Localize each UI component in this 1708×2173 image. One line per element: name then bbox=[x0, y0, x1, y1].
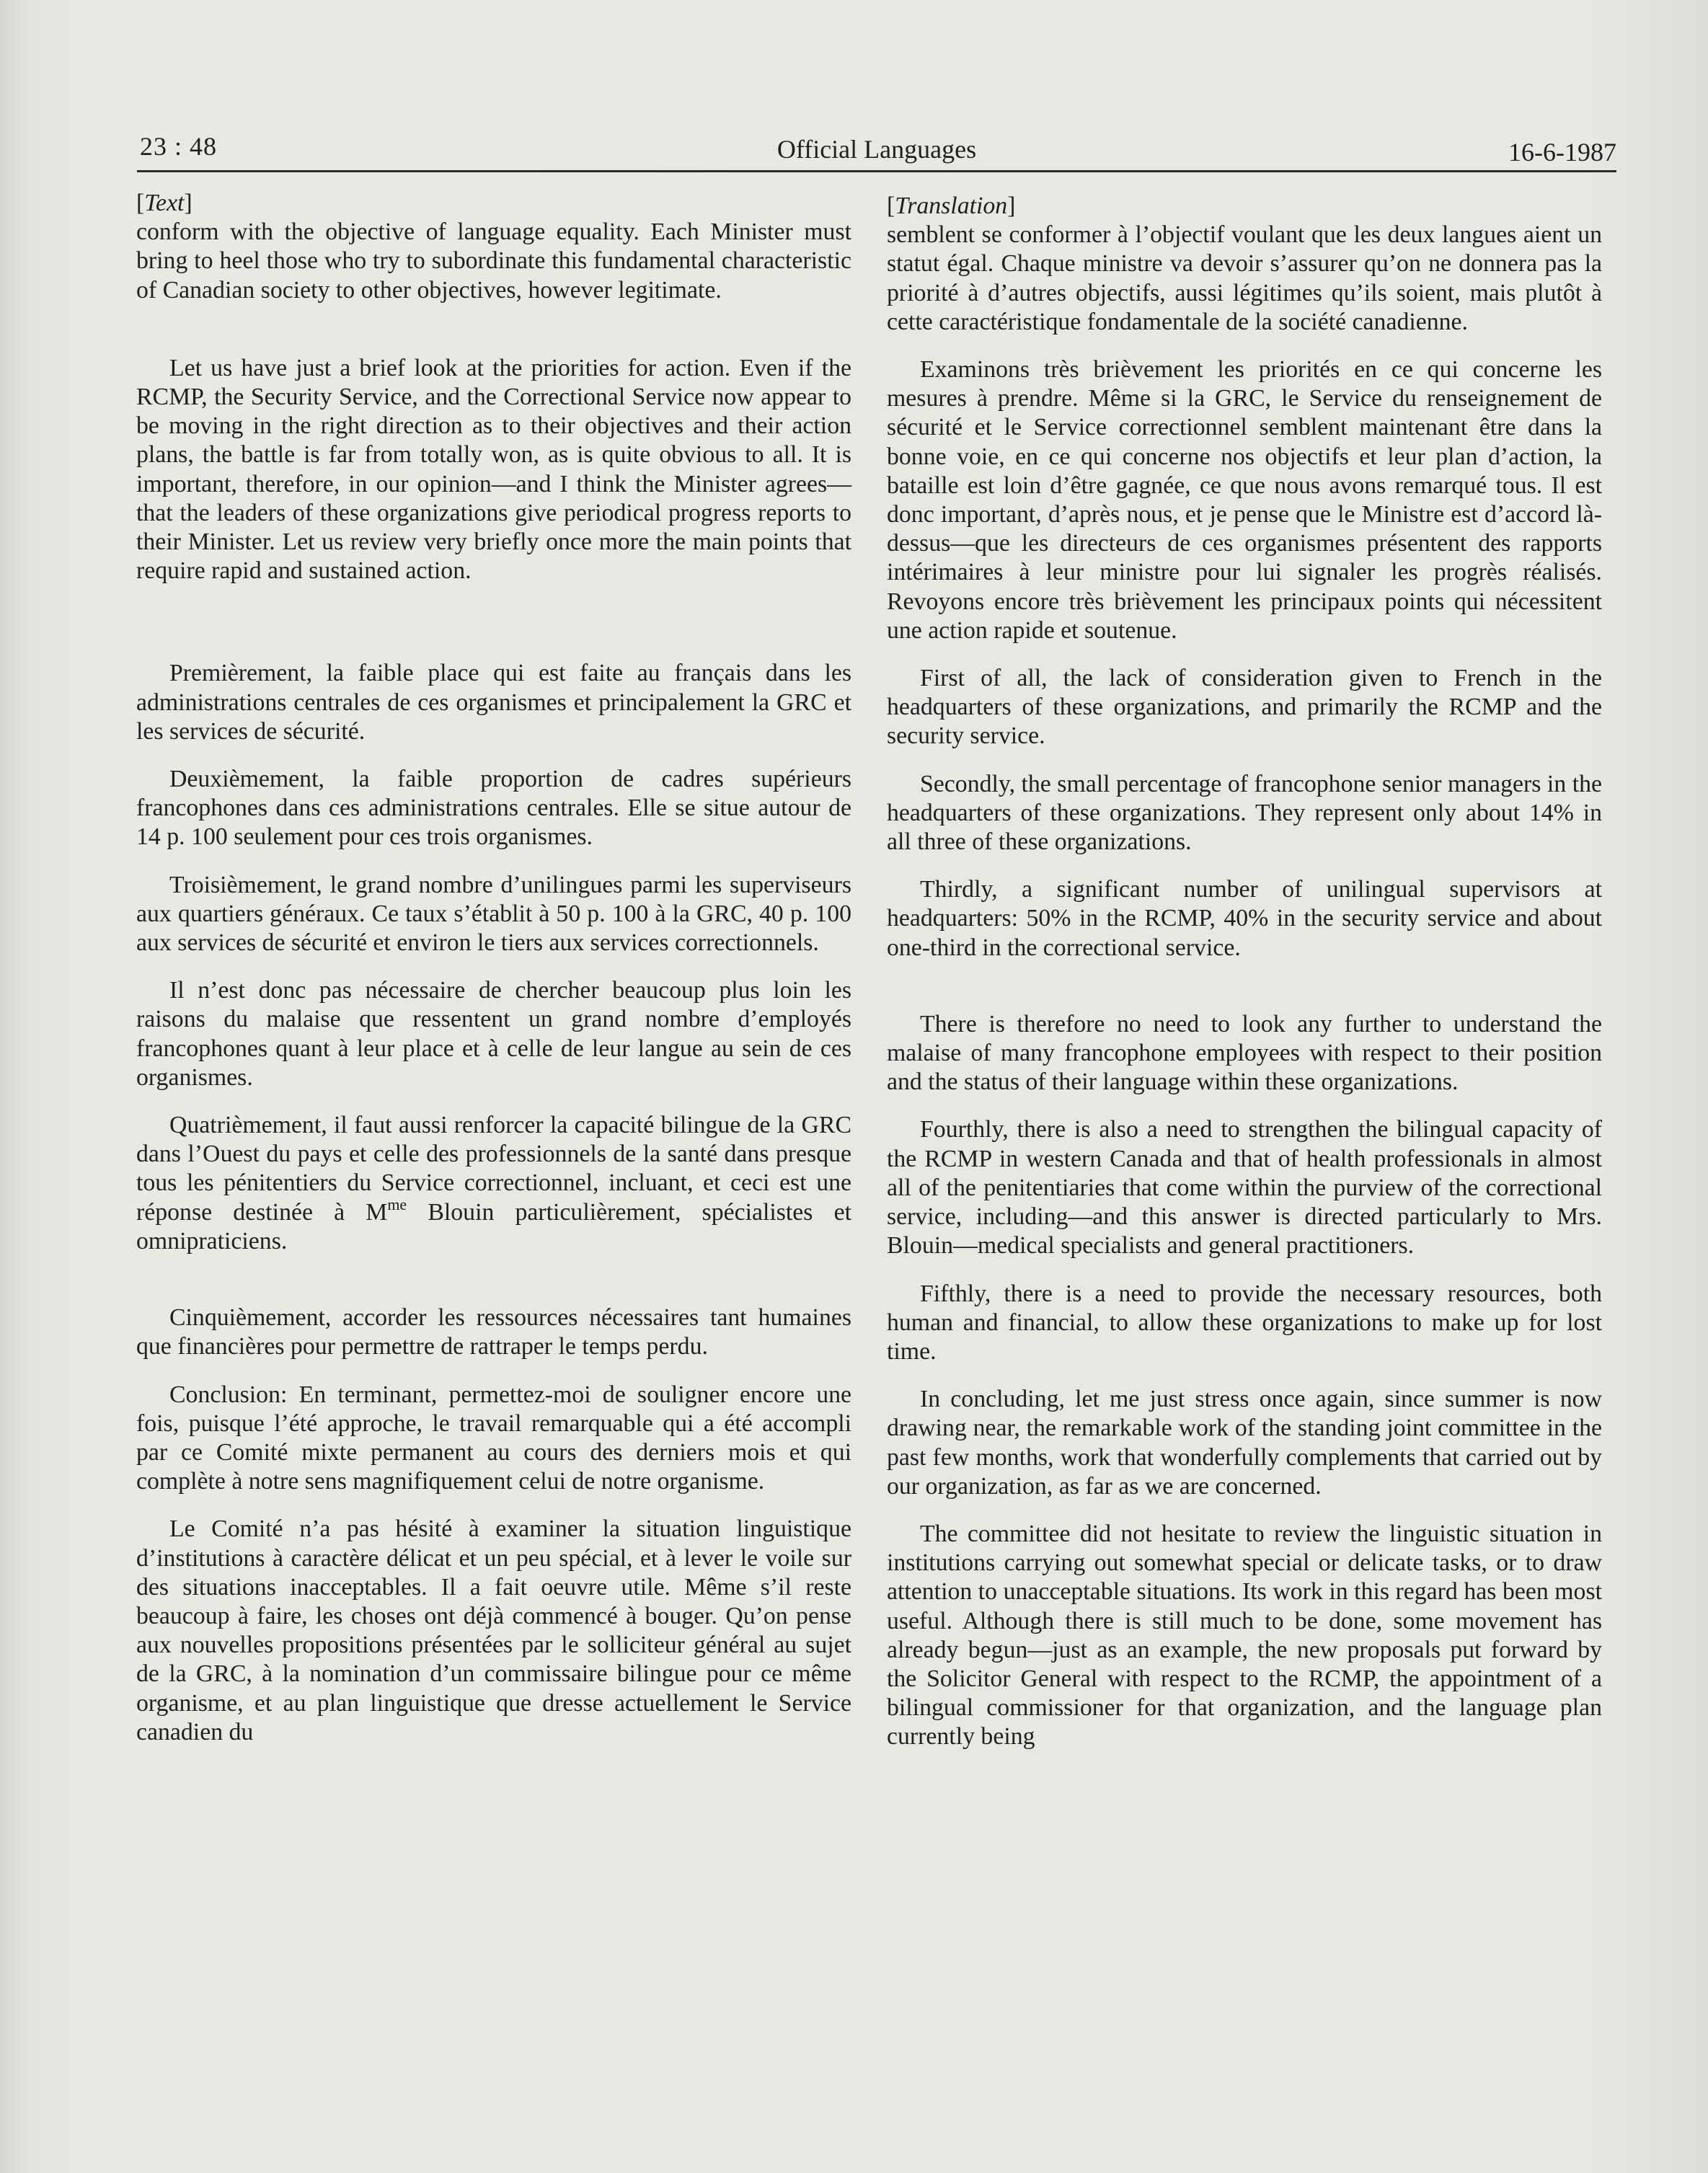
paragraph: conform with the objective of language equality. Each Minister must bring to heel those who try to subordinate this fundamental characteristic of Canadian society to other objectives, however legitimate. bbox=[136, 218, 851, 304]
paragraph: Thirdly, a significant number of unilingual supervisors at headquarters: 50% in the RCMP, 40% in the security service and about one-third in the correctional service. bbox=[887, 876, 1602, 961]
paragraph: First of all, the lack of consideration given to French in the headquarters of these organizations, and primarily the RCMP and the security service. bbox=[887, 665, 1602, 750]
paragraph: semblent se conformer à l’objectif voulant que les deux langues aient un statut égal. Chaque ministre va devoir s’assurer qu’on ne donnera pas la priorité à d’autres objectifs, aussi légitimes qu’ils soient, mais plutôt à cette caractéristique fondamentale de la société canadienne. bbox=[887, 221, 1602, 335]
left-column bbox=[136, 182, 851, 1747]
page-number: 23 : 48 bbox=[140, 132, 218, 161]
paragraph: Fourthly, there is also a need to strengthen the bilingual capacity of the RCMP in western Canada and that of health professionals in almost all of the penitentiaries that come within the purview of the correctional service, including—and this answer is directed particularly to Mrs. Blouin—medical specialists and general practitioners. bbox=[887, 1116, 1602, 1260]
paragraph: Le Comité n’a pas hésité à examiner la situation linguistique d’institutions à caractère délicat et un peu spécial, et à lever le voile sur des situations inacceptables. Il a fait oeuvre utile. Même s’il reste beaucoup à faire, les choses ont déjà commencé à bouger. Qu’on pense aux nouvelles propositions présentées par le solliciteur général au sujet de la GRC, à la nomination d’un commissaire bilingue pour ce même organisme, et au plan linguistique que dresse actuellement le Service canadien du bbox=[136, 1515, 851, 1745]
superscript: me bbox=[387, 1195, 407, 1213]
column-tag-text: [Text] bbox=[136, 190, 193, 216]
paragraph: Examinons très brièvement les priorités en ce qui concerne les mesures à prendre. Même si la GRC, le Service du renseignement de sécurité et le Service correctionnel semblent maintenant être dans la bonne voie, en ce qui concerne nos objectifs et leur plan d’action, la bataille est loin d’être gagnée, ce que nous avons remarqué tous. Il est donc important, d’après nous, et je pense que le Ministre est d’accord là-dessus—que les directeurs de ces organismes présentent des rapports intérimaires à leur ministre pour lui signaler les progrès réalisés. Revoyons encore très brièvement les principaux points qui nécessitent une action rapide et soutenue. bbox=[887, 356, 1602, 644]
paragraph: Troisièmement, le grand nombre d’unilingues parmi les superviseurs aux quartiers généraux. Ce taux s’établit à 50 p. 100 à la GRC, 40 p. 100 aux services de sécurité et environ le tiers aux services correctionnels. bbox=[136, 871, 851, 957]
paragraph: Deuxièmement, la faible proportion de cadres supérieurs francophones dans ces administrations centrales. Elle se situe autour de 14 p. 100 seulement pour ces trois organismes. bbox=[136, 766, 851, 851]
page-title: Official Languages bbox=[776, 135, 977, 164]
page-date: 16-6-1987 bbox=[1508, 138, 1616, 167]
paragraph: Premièrement, la faible place qui est faite au français dans les administrations centrales de ces organismes et principalement la GRC et les services de sécurité. bbox=[136, 660, 851, 745]
right-column bbox=[887, 182, 1602, 1752]
column-tag-translation: [Translation] bbox=[887, 192, 1016, 219]
paragraph: There is therefore no need to look any further to understand the malaise of many francophone employees with respect to their position and the status of their language within these organizations. bbox=[887, 1010, 1602, 1096]
paragraph: Cinquièmement, accorder les ressources nécessaires tant humaines que financières pour permettre de rattraper le temps perdu. bbox=[136, 1304, 851, 1360]
page-header bbox=[137, 128, 1616, 172]
paragraph: In concluding, let me just stress once again, since summer is now drawing near, the remarkable work of the standing joint committee in the past few months, work that wonderfully complements that carried out by our organization, as far as we are concerned. bbox=[887, 1386, 1602, 1500]
paragraph: Conclusion: En terminant, permettez-moi de souligner encore une fois, puisque l’été approche, le travail remarquable qui a été accompli par ce Comité mixte permanent au cours des derniers mois et qui complète à notre sens magnifiquement celui de notre organisme. bbox=[136, 1381, 851, 1495]
paragraph: Il n’est donc pas nécessaire de chercher beaucoup plus loin les raisons du malaise que ressentent un grand nombre d’employés francophones quant à leur place et à celle de leur langue au sein de ces organismes. bbox=[136, 977, 851, 1091]
paragraph: Fifthly, there is a need to provide the necessary resources, both human and financial, to allow these organizations to make up for lost time. bbox=[887, 1280, 1602, 1365]
paragraph: Secondly, the small percentage of francophone senior managers in the headquarters of these organizations. They represent only about 14% in all three of these organizations. bbox=[887, 770, 1602, 856]
paragraph: Let us have just a brief look at the priorities for action. Even if the RCMP, the Security Service, and the Correctional Service now appear to be moving in the right direction as to their objectives and their action plans, the battle is far from totally won, as is quite obvious to all. It is important, therefore, in our opinion—and I think the Minister agrees—that the leaders of these organizations give periodical progress reports to their Minister. Let us review very briefly once more the main points that require rapid and sustained action. bbox=[136, 354, 851, 585]
paragraph: The committee did not hesitate to review the linguistic situation in institutions carrying out somewhat special or delicate tasks, or to draw attention to unacceptable situations. Its work in this regard has been most useful. Although there is still much to be done, some movement has already begun—just as an example, the new proposals put forward by the Solicitor General with respect to the RCMP, the appointment of a bilingual commissioner for that organization, and the language plan currently being bbox=[887, 1520, 1602, 1751]
paragraph: Quatrièmement, il faut aussi renforcer la capacité bilingue de la GRC dans l’Ouest du pays et celle des professionnels de la santé dans presque tous les pénitentiers du Service correctionnel, incluant, et ceci est une réponse destinée à $M^{me}$ Blouin particulièrement, spécialistes et omnipraticiens. bbox=[136, 1112, 851, 1254]
